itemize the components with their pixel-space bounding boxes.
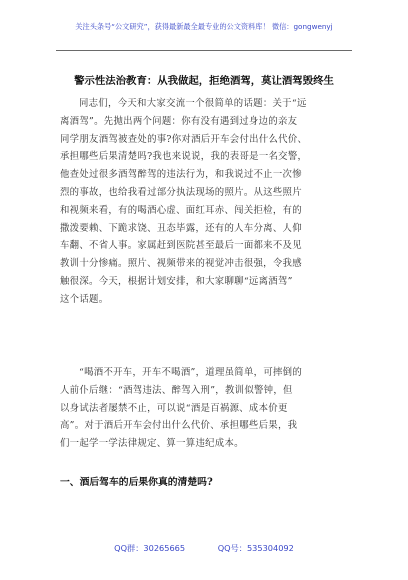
paragraph-line: 触很深。今天，根据计划安排，和大家聊聊“远离酒驾”: [60, 275, 293, 287]
paragraph-line: 同志们，今天和大家交流一个很简单的话题：关于“远: [79, 98, 307, 109]
paragraph-line: 人前仆后继：“酒驾违法、醉驾入刑”，教训似警钟，但: [60, 384, 293, 396]
footer-qq-group: QQ群：30265665: [114, 543, 186, 553]
paragraph-line: “喝酒不开车，开车不喝酒”，道理虽简单，可摔倒的: [79, 367, 303, 378]
paragraph-line: 车翻、不省人事。家属赶到医院甚至最后一面都来不及见: [60, 240, 302, 252]
header-divider: [56, 50, 352, 51]
paragraph-line: 高”。对于酒后开车会付出什么代价、承担哪些后果，我: [60, 420, 298, 432]
paragraph-2: [60, 364, 350, 453]
document-title: 警示性法治教育：从我做起，拒绝酒驾，莫让酒驾毁终生: [74, 75, 334, 87]
paragraph-line: 撒泼要赖、下跪求饶、丑态毕露，还有的人车分离、人仰: [60, 222, 302, 234]
paragraph-1: [60, 95, 350, 309]
header-promo-note: 关注头条号“公文研究”，获得最新最全最专业的公文资料库！ 微信：gongwenyj: [75, 22, 333, 31]
paragraph-line: 同学朋友酒驾被查处的事?你对酒后开车会付出什么代价、: [60, 133, 308, 145]
paragraph-line: 承担哪些后果清楚吗?我也来说说，我的表哥是一名交警，: [60, 151, 308, 163]
paragraph-line: 这个话题。: [60, 293, 109, 305]
footer-qq-number: QQ号：535304092: [217, 543, 294, 553]
footer-contacts: [0, 543, 408, 554]
paragraph-line: 离酒驾”。先抛出两个问题：你有没有遇到过身边的亲友: [60, 115, 298, 127]
paragraph-line: 以身试法者屡禁不止，可以说“酒是百祸源、成本价更: [60, 402, 288, 414]
paragraph-line: 烈的事故，也给我看过部分执法现场的照片。从这些照片: [60, 186, 302, 198]
section-heading: 一、酒后驾车的后果你真的清楚吗?: [60, 477, 213, 488]
paragraph-line: 们一起学一学法律规定、算一算违纪成本。: [60, 438, 244, 450]
paragraph-line: 教训十分惨痛。照片、视频带来的视觉冲击很强，令我感: [60, 258, 302, 270]
paragraph-line: 他查处过很多酒驾醉驾的违法行为，和我说过不止一次惨: [60, 169, 302, 181]
paragraph-line: 和视频来看，有的喝酒心虚、面红耳赤、闯关拒检，有的: [60, 204, 302, 216]
